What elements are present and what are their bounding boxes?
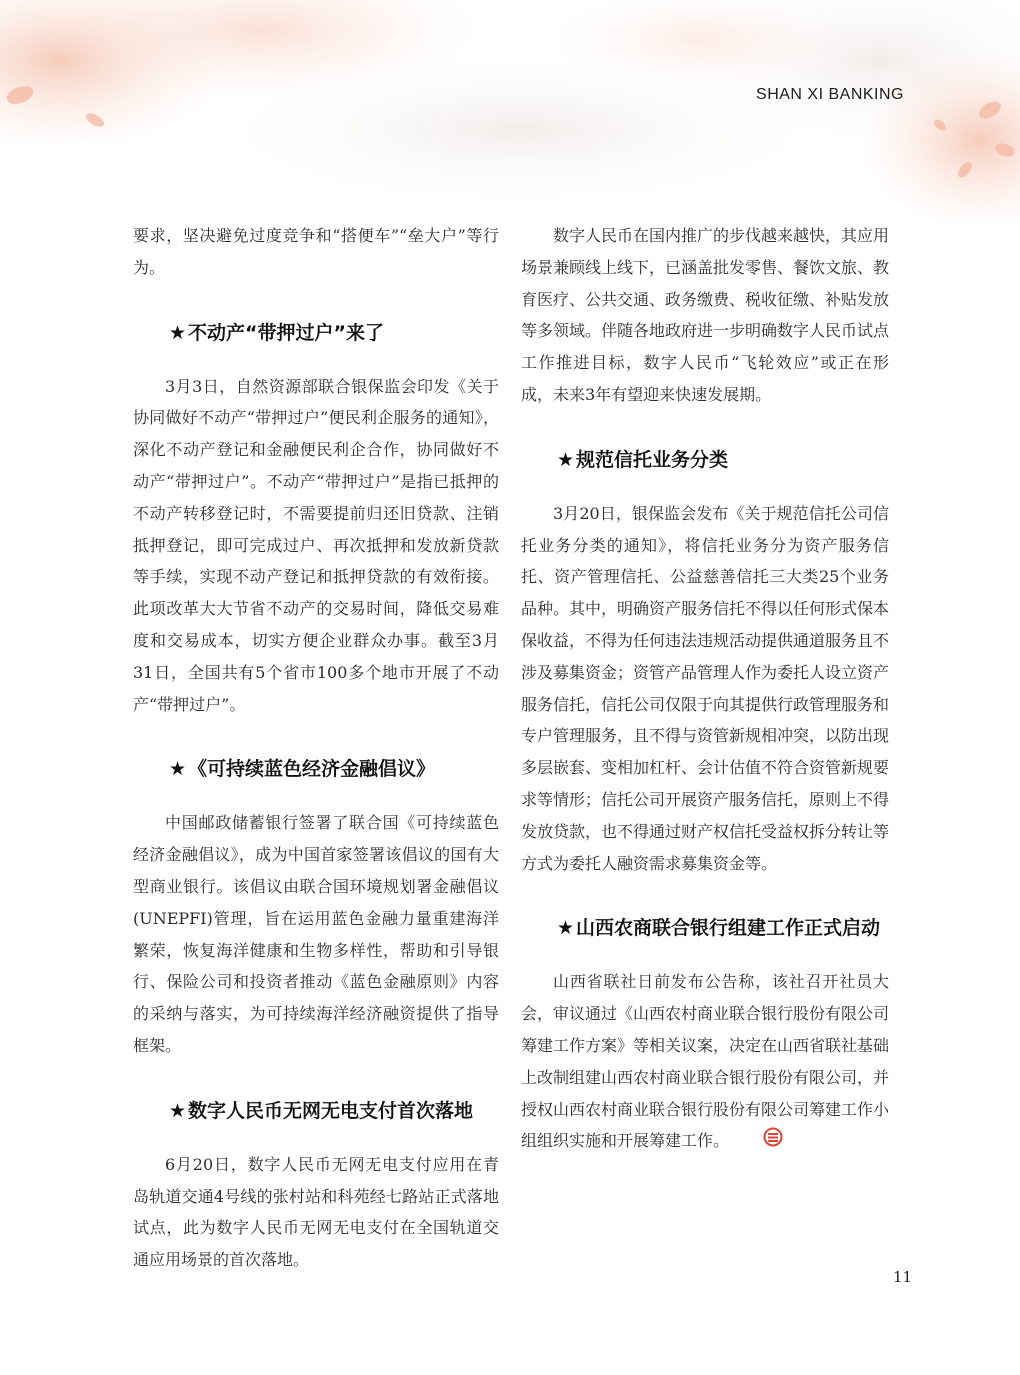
section-body-blue-economy: 中国邮政储蓄银行签署了联合国《可持续蓝色经济金融倡议》，成为中国首家签署该倡议的国有大型商业银行。该倡议由联合国环境规划署金融倡议(UNEPFI)管理，旨在运用蓝色金融力量重建海洋繁荣，恢复海洋健康和生物多样性，帮助和引导银行、保险公司和投资者推动《蓝色金融原则》内容的采纳与落实，为可持续海洋经济融资提供了指导框架。: [133, 813, 499, 1055]
page-number: 11: [893, 1268, 913, 1286]
header-banner: [0, 0, 1020, 230]
section-body-shanxi-bank: 山西省联社日前发布公告称，该社召开社员大会，审议通过《山西农村商业联合银行股份有限公司筹建工作方案》等相关议案，决定在山西省联社基础上改制组建山西农村商业联合银行股份有限公司，并授权山西农村商业联合银行股份有限公司筹建工作小组组织实施和开展筹建工作。: [521, 966, 889, 1157]
section-heading-shanxi-bank: ★ 山西农商联合银行组建工作正式启动: [557, 917, 881, 940]
section-body-trust-classification: 3月20日，银保监会发布《关于规范信托公司信托业务分类的通知》，将信托业务分为资产服务信托、资产管理信托、公益慈善信托三大类25个业务品种。其中，明确资产服务信托不得以任何形式保本保收益，不得为任何违法违规活动提供通道服务且不涉及募集资金；资管产品管理人作为委托人设立资产服务信托，信托公司仅限于向其提供行政管理服务和专户管理服务，且不得与资管新规相冲突，以防出现多层嵌套、变相加杠杆、会计估值不符合资管新规要求等情形；信托公司开展资产服务信托，原则上不得发放贷款，也不得通过财产权信托受益权拆分转让等方式为委托人融资需求募集资金等。: [521, 503, 890, 873]
star-marker-icon: ★: [557, 448, 575, 471]
section-body-property-transfer: 3月3日，自然资源部联合银保监会印发《关于协同做好不动产“带押过户”便民利企服务的通知》，深化不动产登记和金融便民利企合作，协同做好不动产“带押过户”。不动产“带押过户”是指已抵押的不动产转移登记时，不需要提前归还旧贷款、注销抵押登记，即可完成过户、再次抵押和发放新贷款等手续，实现不动产登记和抵押贷款的有效衔接。此项改革大大节省不动产的交易时间，降低交易难度和交易成本，切实方便企业群众办事。截至3月31日，全国共有5个省市100多个地市开展了不动产“带押过户”。: [133, 376, 499, 714]
section-heading-property-transfer: ★ 不动产“带押过户”来了: [169, 321, 385, 344]
section-heading-digital-rmb: ★ 数字人民币无网无电支付首次落地: [169, 1099, 474, 1122]
section-body-digital-rmb: 6月20日，数字人民币无网无电支付应用在青岛轨道交通4号线的张村站和科苑经七路站正式落地试点，此为数字人民币无网无电支付在全国轨道交通应用场景的首次落地。: [133, 1154, 499, 1270]
section-heading-trust-classification: ★ 规范信托业务分类: [557, 448, 729, 471]
paragraph-continued: 要求，坚决避免过度竞争和“搭便车”“垒大户”等行为。: [133, 226, 499, 277]
end-of-article-seal-icon: [731, 1126, 783, 1158]
publication-header: SHAN XI BANKING: [756, 86, 904, 103]
star-marker-icon: ★: [169, 1099, 187, 1122]
star-marker-icon: ★: [557, 917, 575, 940]
floral-banner-decoration: [0, 0, 1020, 230]
left-column: [133, 220, 499, 1276]
right-column: [521, 220, 889, 1158]
section-heading-blue-economy: ★ 《可持续蓝色经济金融倡议》: [169, 758, 436, 781]
paragraph-digital-rmb-continued: 数字人民币在国内推广的步伐越来越快，其应用场景兼顾线上线下，已涵盖批发零售、餐饮文旅、教育医疗、公共交通、政务缴费、税收征缴、补贴发放等多领域。伴随各地政府进一步明确数字人民币试点工作推进目标，数字人民币“飞轮效应”或正在形成，未来3年有望迎来快速发展期。: [521, 226, 890, 404]
star-marker-icon: ★: [169, 321, 187, 344]
star-marker-icon: ★: [169, 758, 187, 781]
